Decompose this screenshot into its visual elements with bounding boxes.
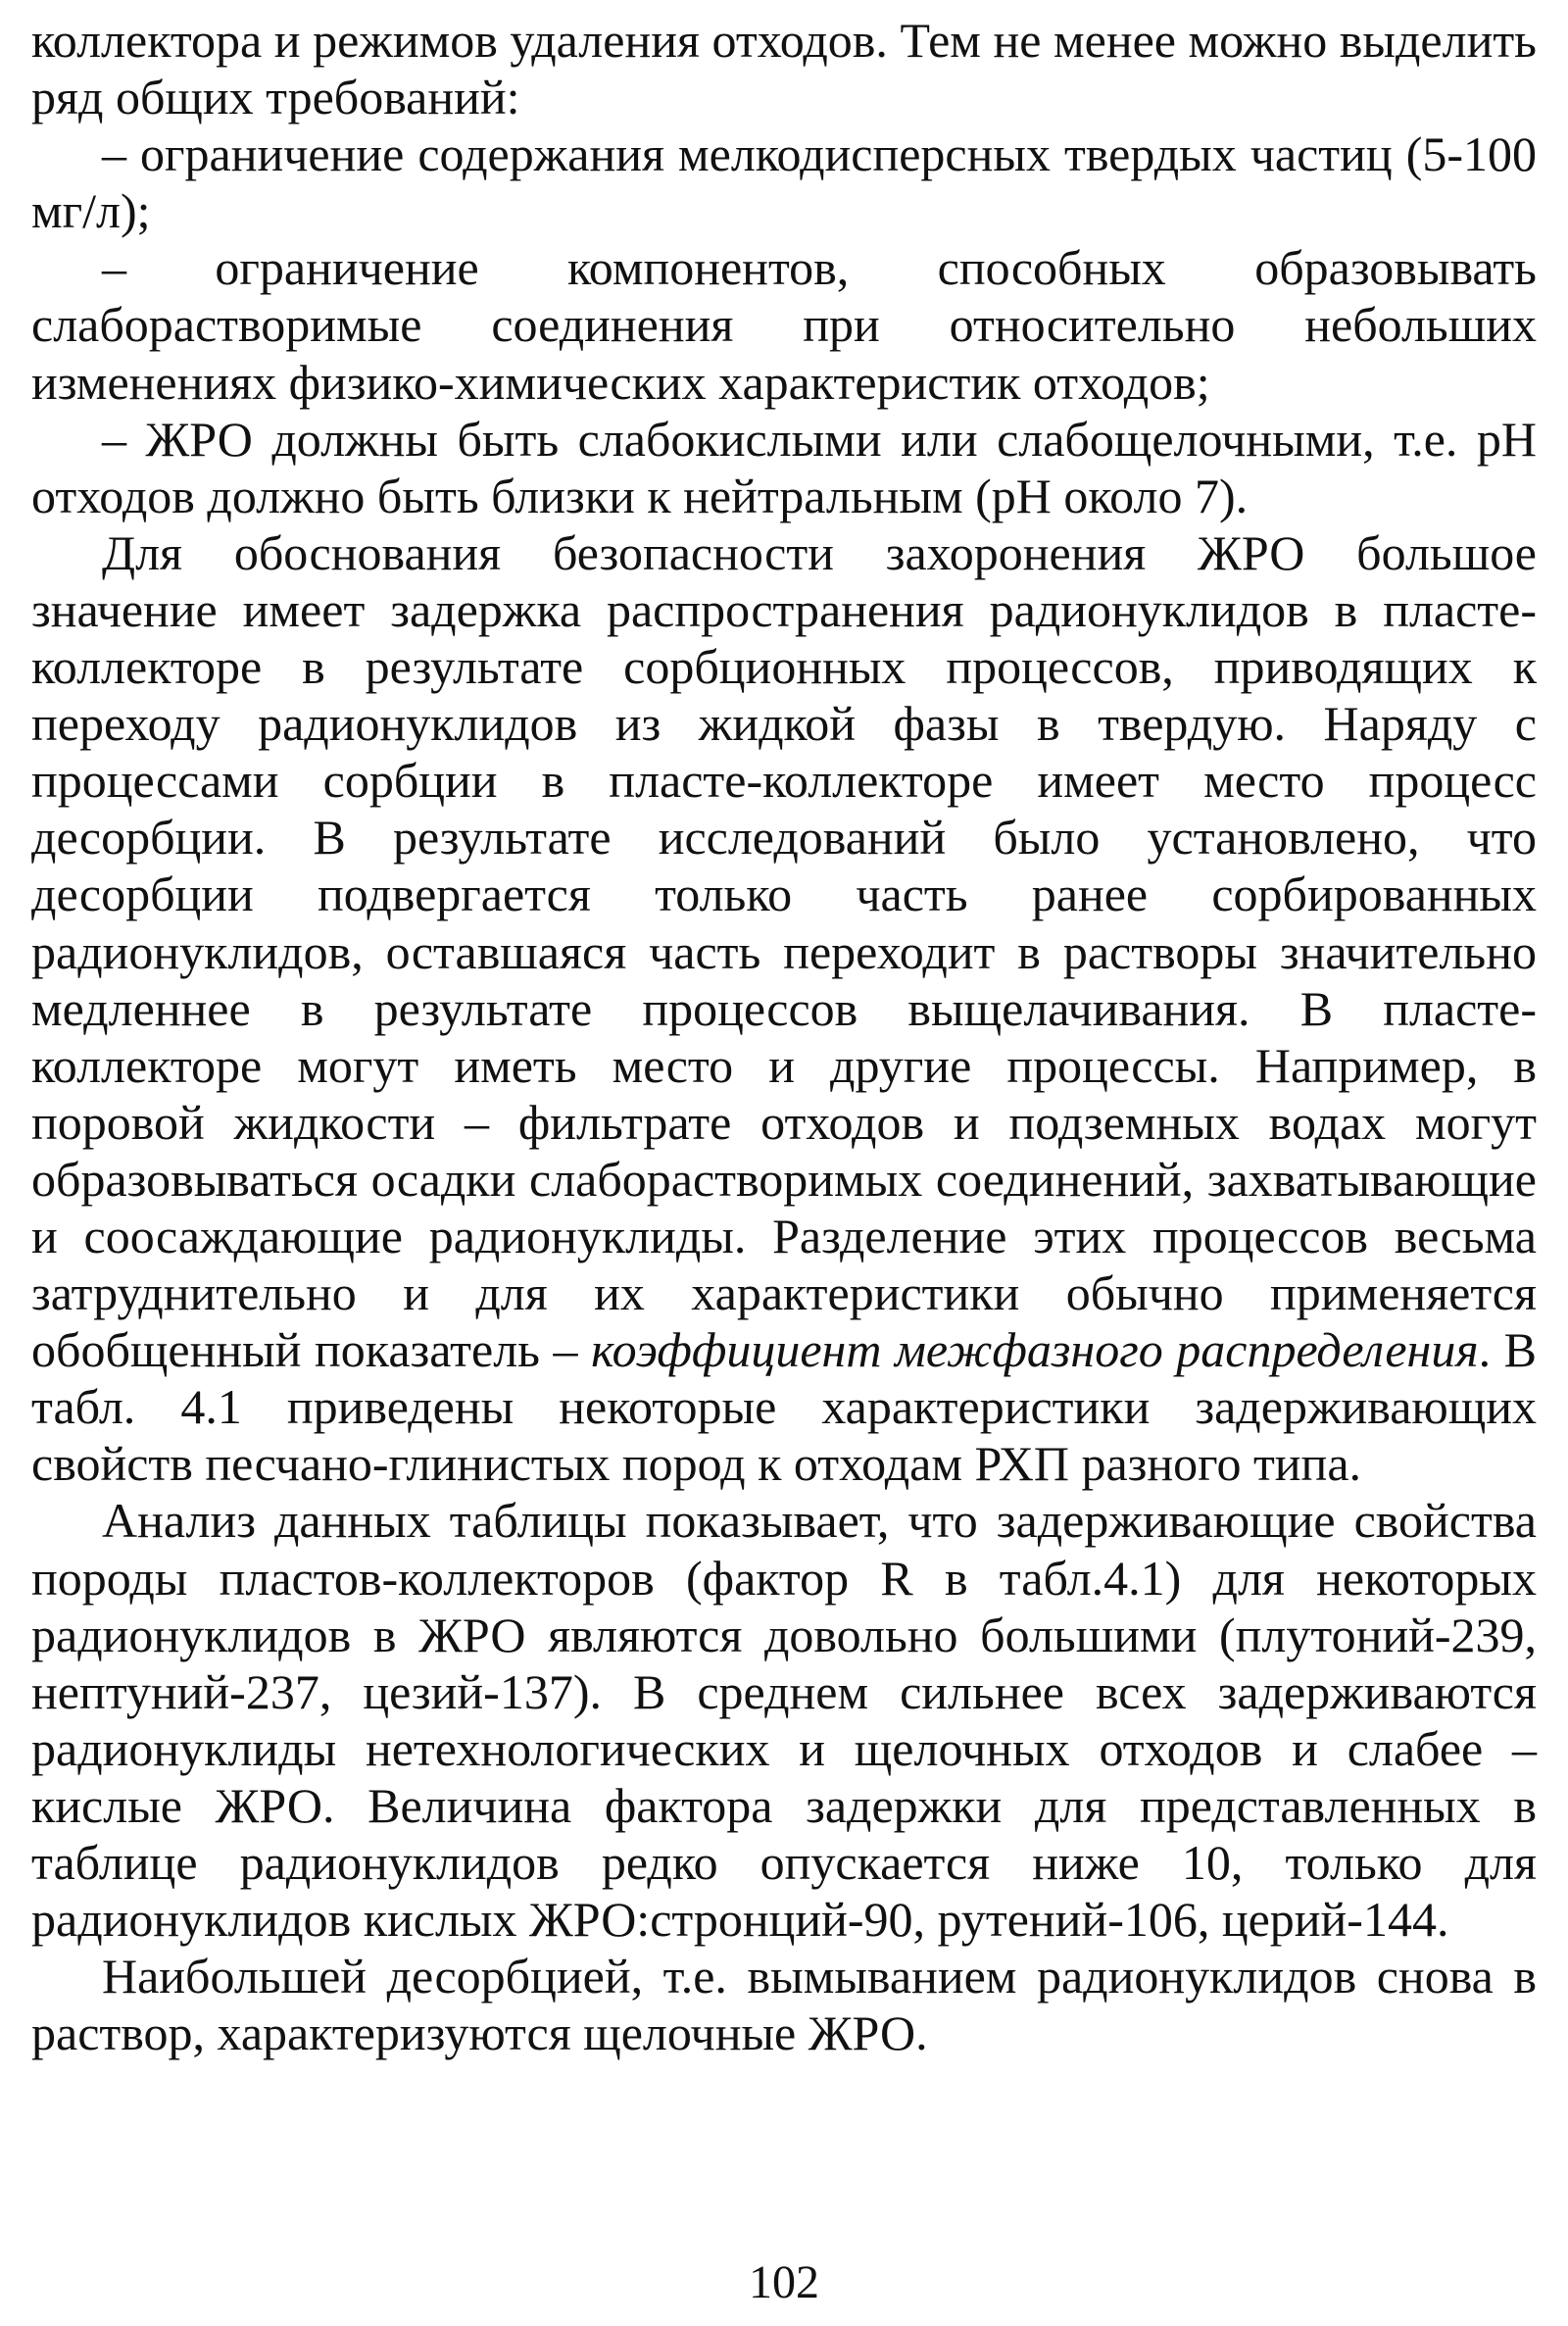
body-text <box>31 12 1537 2061</box>
paragraph-analysis: Анализ данных таблицы показывает, что задерживающие свойства породы пластов-коллекторов (фактор R в табл.4.1) для некоторых радионуклидов в ЖРО являются довольно большими (плутоний-239, нептуний-237, цезий-137). В среднем сильнее всех задерживаются радионуклиды нетехнологических и щелочных отходов и слабее – кислые ЖРО. Величина фактора задержки для представленных в таблице радионуклидов редко опускается ниже 10, только для радионуклидов кислых ЖРО:стронций-90, рутений-106, церий-144. <box>31 1493 1537 1948</box>
requirement-item-2: – ограничение компонентов, способных образовывать слаборастворимые соединения при относительно небольших изменениях физико-химических характеристик отходов; <box>31 240 1537 410</box>
document-page <box>31 0 1537 2326</box>
emphasized-term: коэффициент межфазного распределения <box>591 1322 1479 1378</box>
page-number: 102 <box>749 2256 819 2308</box>
paragraph-sorption-ending: . В табл. 4.1 приведены некоторые характеристики задерживающих свойств песчано-глинистых пород к отходам РХП разного типа. <box>31 1322 1537 1492</box>
paragraph-continuation: коллектора и режимов удаления отходов. Тем не менее можно выделить ряд общих требований: <box>31 13 1537 125</box>
paragraph-sorption-text: Для обоснования безопасности захоронения ЖРО большое значение имеет задержка распространения радионуклидов в пласте-коллекторе в результате сорбционных процессов, приводящих к переходу радионуклидов из жидкой фазы в твердую. Наряду с процессами сорбции в пласте-коллекторе имеет место процесс десорбции. В результате исследований было установлено, что десорбции подвергается только часть ранее сорбированных радионуклидов, оставшаяся часть переходит в растворы значительно медленнее в результате процессов выщелачивания. В пласте-коллекторе могут иметь место и другие процессы. Например, в поровой жидкости – фильтрате отходов и подземных водах могут образовываться осадки слаборастворимых соединений, захватывающие и соосаждающие радионуклиды. Разделение этих процессов весьма затруднительно и для их характеристики обычно применяется обобщенный показатель – <box>31 524 1537 1378</box>
requirement-item-3: – ЖРО должны быть слабокислыми или слабощелочными, т.е. pH отходов должно быть близки к нейтральным (pH около 7). <box>31 411 1537 523</box>
paragraph-sorption <box>31 524 1537 1493</box>
paragraph-desorption: Наибольшей десорбцией, т.е. вымыванием радионуклидов снова в раствор, характеризуются щелочные ЖРО. <box>31 1949 1537 2061</box>
requirement-item-1: – ограничение содержания мелкодисперсных твердых частиц (5-100 мг/л); <box>31 126 1537 239</box>
